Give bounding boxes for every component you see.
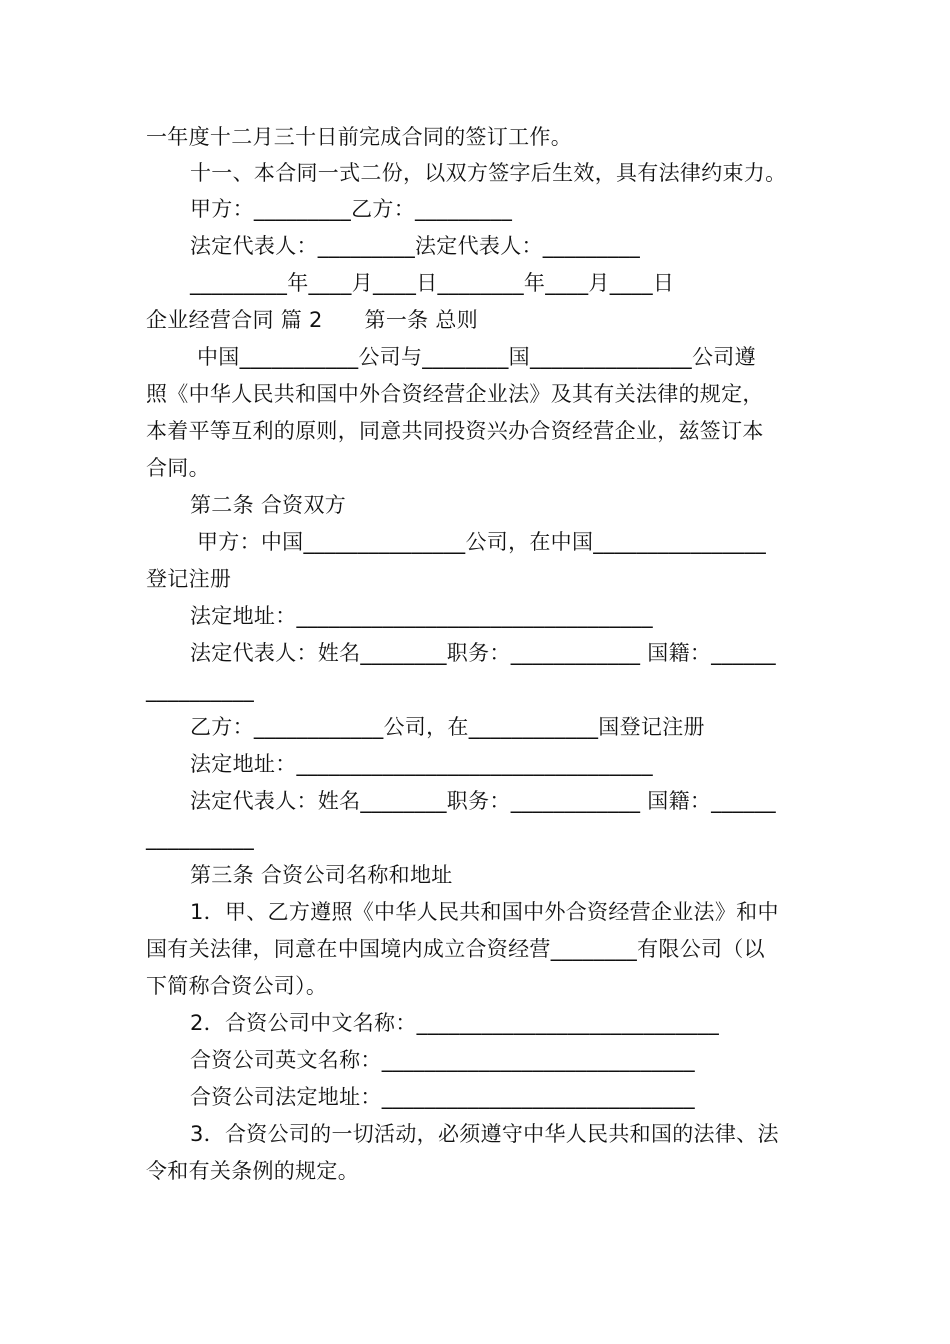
text-line: _________年____月____日________年____月____日 (190, 271, 675, 295)
text-line: 令和有关条例的规定。 (146, 1159, 359, 1183)
text-line: __________ (146, 826, 254, 850)
text-line: 一年度十二月三十日前完成合同的签订工作。 (146, 125, 572, 149)
text-line: 登记注册 (146, 567, 232, 591)
text-line: 1．甲、乙方遵照《中华人民共和国中外合资经营企业法》和中 (190, 900, 779, 924)
text-line: 2．合资公司中文名称：____________________________ (190, 1011, 720, 1035)
section-heading: 企业经营合同 篇 2 第一条 总则 (146, 308, 479, 332)
text-line: 本着平等互利的原则，同意共同投资兴办合资经营企业，兹签订本 (146, 419, 764, 443)
text-line: 合资公司英文名称：_____________________________ (190, 1048, 695, 1072)
section-heading: 第二条 合资双方 (190, 493, 347, 517)
text-line: 法定地址：_________________________________ (190, 604, 653, 628)
text-line: 法定地址：_________________________________ (190, 752, 653, 776)
text-line: 法定代表人：_________法定代表人：_________ (190, 234, 640, 258)
text-line: 国有关法律，同意在中国境内成立合资经营________有限公司（以 (146, 937, 765, 961)
text-line: 合资公司法定地址：_____________________________ (190, 1085, 695, 1109)
text-line: 中国___________公司与________国_______________公司遵 (190, 345, 756, 369)
text-line: 法定代表人：姓名________职务：____________ 国籍：______ (190, 789, 776, 813)
text-line: 照《中华人民共和国中外合资经营企业法》及其有关法律的规定， (146, 382, 764, 406)
text-line: 合同。 (146, 456, 210, 480)
text-line: 十一、本合同一式二份，以双方签字后生效，具有法律约束力。 (190, 161, 787, 185)
text-line: 法定代表人：姓名________职务：____________ 国籍：______ (190, 641, 776, 665)
text-line: 乙方：____________公司，在____________国登记注册 (190, 715, 705, 739)
text-line: 3．合资公司的一切活动，必须遵守中华人民共和国的法律、法 (190, 1122, 779, 1146)
text-line: 下简称合资公司）。 (146, 974, 328, 998)
text-line: 甲方：中国_______________公司，在中国________________ (190, 530, 767, 554)
text-line: 甲方：_________乙方：_________ (190, 197, 513, 221)
section-heading: 第三条 合资公司名称和地址 (190, 863, 453, 887)
text-line: __________ (146, 678, 254, 702)
